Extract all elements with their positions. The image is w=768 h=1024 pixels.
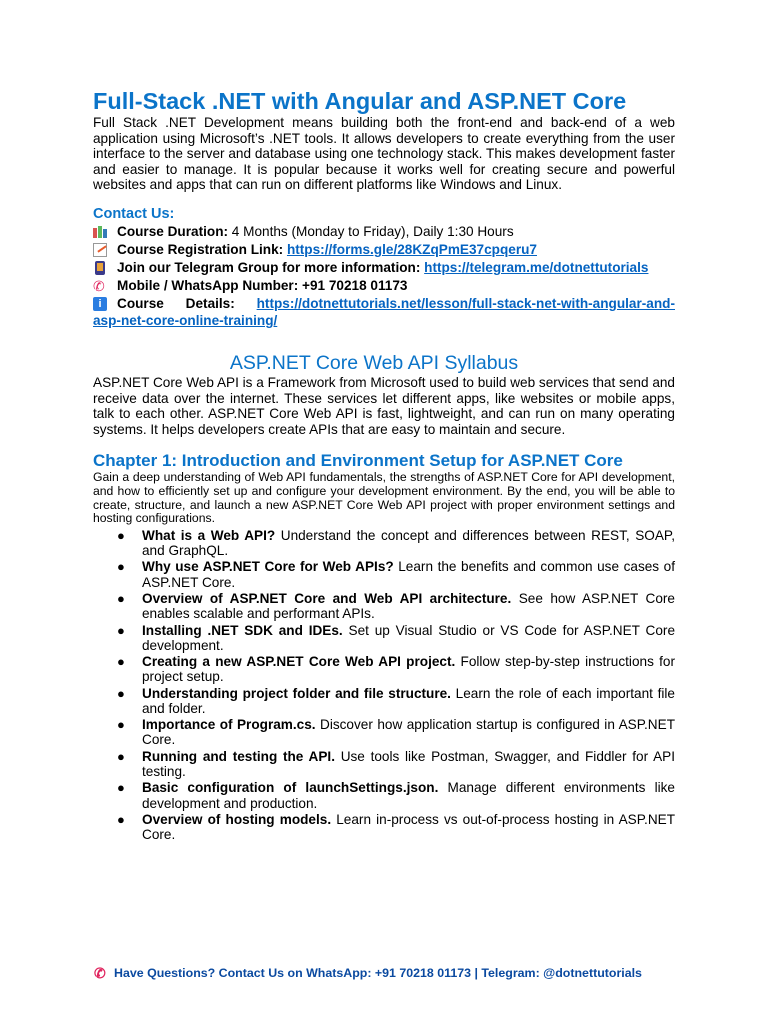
details-link-part1[interactable]: https://dotnettutorials.net/lesson/full-stack-net-with-angular-and- xyxy=(256,295,675,311)
telegram-link[interactable]: https://telegram.me/dotnettutorials xyxy=(424,259,649,275)
intro-paragraph: Full Stack .NET Development means building both the front-end and back-end of a web application using Microsoft’s .NET tools. It allows developers to create everything from the user interface to the server and database using one technology stack. This makes development faster and easier to manage. It is popular because it works well for creating secure and powerful websites and apps that can run on different platforms like Windows and Linux. xyxy=(93,115,675,193)
chapter-1-topics xyxy=(93,528,675,843)
syllabus-intro: ASP.NET Core Web API is a Framework from Microsoft used to build web services that send and receive data over the internet. These services let different apps, like websites or mobile apps, talk to each other. ASP.NET Core Web API is fast, lightweight, and can run on many operating systems. It helps developers create APIs that are easy to maintain and secure. xyxy=(93,374,675,437)
list-item: ● Running and testing the API. Use tools like Postman, Swagger, and Fiddler for API testing. xyxy=(117,748,675,780)
memo-icon xyxy=(93,243,107,257)
telephone-icon: ✆ xyxy=(93,277,105,294)
registration-label: Course Registration Link: xyxy=(117,241,287,257)
duration-value: 4 Months (Monday to Friday), Daily 1:30 Hours xyxy=(228,223,514,239)
books-icon xyxy=(93,225,107,239)
footer-text: Have Questions? Contact Us on WhatsApp: +91 70218 01173 | Telegram: @dotnettutorials xyxy=(114,966,642,980)
mobile-line xyxy=(93,277,675,295)
telephone-icon: ✆ xyxy=(94,965,106,981)
list-item: ● Why use ASP.NET Core for Web APIs? Learn the benefits and common use cases of ASP.NET Core. xyxy=(117,559,675,590)
mobile-phone-icon xyxy=(95,261,105,275)
course-duration-line xyxy=(93,223,675,241)
list-item: ● Overview of ASP.NET Core and Web API architecture. See how ASP.NET Core enables scalable and performant APIs. xyxy=(117,590,675,622)
list-item: ● Creating a new ASP.NET Core Web API project. Follow step-by-step instructions for project setup. xyxy=(117,654,675,685)
footer-contact xyxy=(94,966,642,980)
list-item: ● What is a Web API? Understand the concept and differences between REST, SOAP, and GraphQL. xyxy=(117,527,675,558)
list-item: ● Understanding project folder and file structure. Learn the role of each important file and folder. xyxy=(117,685,675,716)
chapter-1-title: Chapter 1: Introduction and Environment Setup for ASP.NET Core xyxy=(93,451,623,471)
list-item: ● Overview of hosting models. Learn in-process vs out-of-process hosting in ASP.NET Core. xyxy=(117,812,676,843)
syllabus-title: ASP.NET Core Web API Syllabus xyxy=(229,351,519,374)
document-page xyxy=(93,88,675,844)
telegram-line xyxy=(93,259,675,277)
info-icon: i xyxy=(93,297,107,311)
course-details-line xyxy=(93,295,675,313)
list-item: ● Importance of Program.cs. Discover how application startup is configured in ASP.NET Core. xyxy=(117,717,675,748)
details-link-part2[interactable]: asp-net-core-online-training/ xyxy=(93,312,278,328)
registration-line xyxy=(93,241,675,259)
chapter-1-intro: Gain a deep understanding of Web API fundamentals, the strengths of ASP.NET Core for API development, and how to efficiently set up and configure your development environment. By the end, you will be able to create, structure, and launch a new ASP.NET Core Web API project with proper environment settings and hosting configurations. xyxy=(93,470,675,526)
list-item: ● Installing .NET SDK and IDEs. Set up Visual Studio or VS Code for ASP.NET Core development. xyxy=(117,622,676,653)
registration-link[interactable]: https://forms.gle/28KZqPmE37cpqeru7 xyxy=(286,241,537,257)
contact-heading: Contact Us: xyxy=(93,205,175,222)
details-label: Course Details: xyxy=(117,295,257,311)
list-item: ● Basic configuration of launchSettings.json. Manage different environments like development and production. xyxy=(117,780,675,811)
mobile-label: Mobile / WhatsApp Number: +91 70218 01173 xyxy=(117,277,408,293)
telegram-label: Join our Telegram Group for more information: xyxy=(117,259,425,275)
duration-label: Course Duration: xyxy=(117,223,229,239)
page-title: Full-Stack .NET with Angular and ASP.NET Core xyxy=(93,88,627,114)
